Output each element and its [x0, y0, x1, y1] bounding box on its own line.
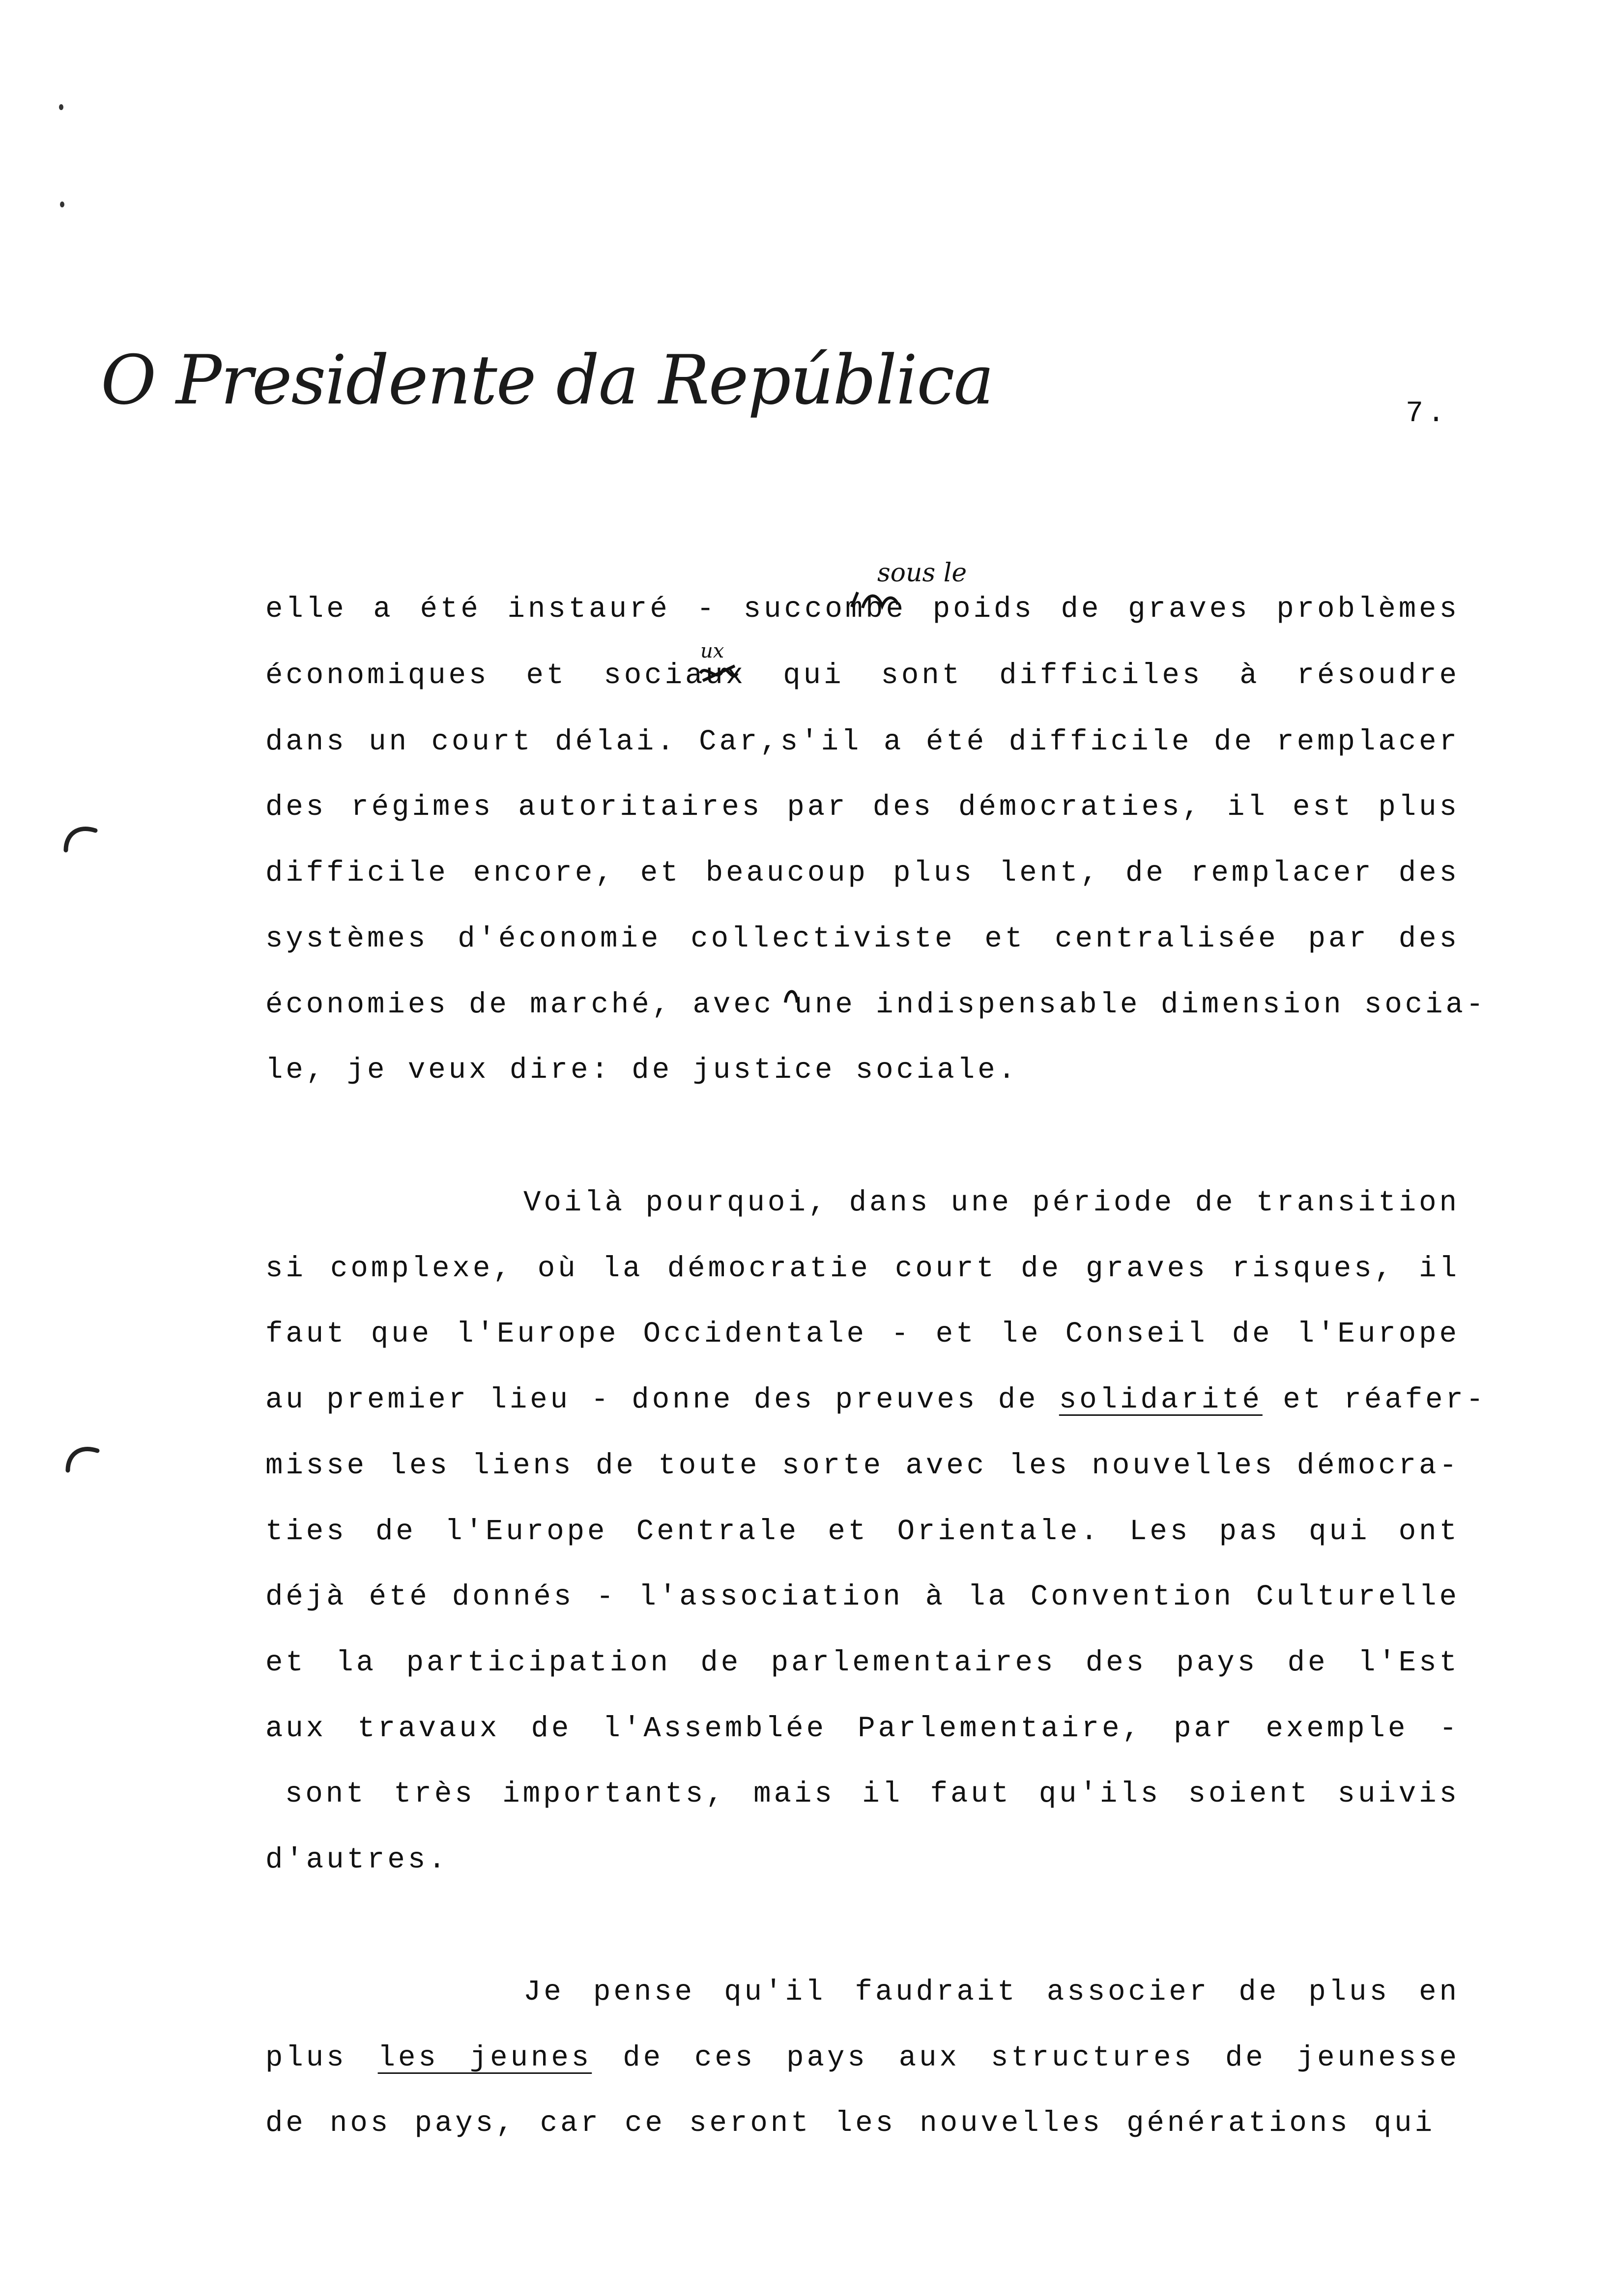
text-line: des régimes autoritaires par des démocraties, il est plus	[265, 791, 1460, 824]
underlined-word: les jeunes	[377, 2041, 592, 2074]
letterhead: O Presidente da República	[101, 341, 993, 420]
handwritten-annotation: ux	[700, 640, 724, 662]
margin-dot	[60, 201, 64, 207]
text-line: déjà été donnés - l'association à la Convention Culturelle	[265, 1580, 1460, 1613]
text-line: elle a été instauré - succombe poids de graves problèmes	[265, 593, 1460, 626]
punch-hole-mark	[63, 820, 98, 855]
text-line: si complexe, où la démocratie court de graves risques, il	[265, 1252, 1460, 1285]
text-line: d'autres.	[265, 1843, 449, 1876]
underlined-word: solidarité	[1059, 1383, 1263, 1416]
text-line: misse les liens de toute sorte avec les nouvelles démocra-	[265, 1449, 1460, 1482]
punch-hole-mark	[65, 1440, 100, 1475]
text-line: aux travaux de l'Assemblée Parlementaire, par exemple -	[265, 1712, 1460, 1745]
text-line: le, je veux dire: de justice sociale.	[265, 1054, 1019, 1087]
text-line: économiques et sociaux qui sont difficiles à résoudre	[265, 659, 1460, 692]
text-line: économies de marché, avec une indispensable dimension socia-	[265, 988, 1487, 1021]
page-number: 7.	[1406, 397, 1449, 430]
text-line: Je pense qu'il faudrait associer de plus en	[523, 1976, 1460, 2009]
text-line: et la participation de parlementaires des pays de l'Est	[265, 1646, 1460, 1679]
text-line: systèmes d'économie collectiviste et centralisée par des	[265, 922, 1460, 955]
text-line	[265, 2036, 1460, 2080]
handwritten-annotation: sous le	[877, 558, 967, 588]
text-segment: plus	[265, 2041, 378, 2074]
text-line: sont très importants, mais il faut qu'ils soient suivis	[285, 1778, 1460, 1810]
text-line: de nos pays, car ce seront les nouvelles générations qui	[265, 2107, 1435, 2140]
text-segment: de ces pays aux structures de jeunesse	[592, 2041, 1460, 2074]
text-line: ties de l'Europe Centrale et Orientale. Les pas qui ont	[265, 1515, 1460, 1548]
text-segment: au premier lieu - donne des preuves de	[265, 1383, 1059, 1416]
text-line: faut que l'Europe Occidentale - et le Conseil de l'Europe	[265, 1318, 1460, 1350]
text-line: dans un court délai. Car,s'il a été difficile de remplacer	[265, 725, 1460, 758]
text-segment: et réafer-	[1262, 1383, 1487, 1416]
text-line: Voilà pourquoi, dans une période de transition	[523, 1186, 1460, 1219]
text-line	[265, 1378, 1487, 1422]
text-line: difficile encore, et beaucoup plus lent, de remplacer des	[265, 857, 1460, 890]
margin-dot	[59, 104, 63, 110]
